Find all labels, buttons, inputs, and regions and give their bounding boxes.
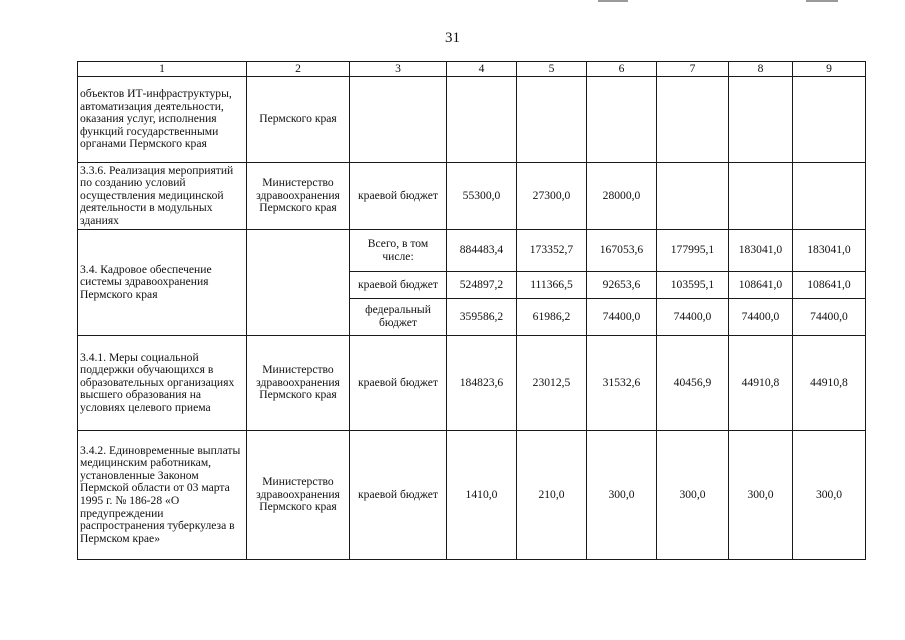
page-number: 31: [445, 30, 460, 46]
value-cell: 23012,5: [517, 336, 587, 431]
value-cell: 74400,0: [587, 299, 657, 336]
value-cell: 173352,7: [517, 230, 587, 272]
column-header: 7: [657, 62, 729, 77]
value-cell: [517, 77, 587, 163]
table-row: [78, 431, 866, 560]
executor-cell: Министерство здравоохранения Пермского края: [247, 336, 350, 431]
value-cell: 300,0: [657, 431, 729, 560]
value-cell: [729, 163, 793, 230]
source-cell: краевой бюджет: [350, 163, 447, 230]
value-cell: [587, 77, 657, 163]
source-cell: федеральный бюджет: [350, 299, 447, 336]
value-cell: 74400,0: [729, 299, 793, 336]
value-cell: 74400,0: [657, 299, 729, 336]
executor-cell: [247, 230, 350, 336]
value-cell: 31532,6: [587, 336, 657, 431]
value-cell: 300,0: [793, 431, 866, 560]
column-header: 3: [350, 62, 447, 77]
value-cell: 167053,6: [587, 230, 657, 272]
header-row: [78, 62, 866, 77]
scan-artifact-mark: [598, 0, 628, 2]
column-header: 6: [587, 62, 657, 77]
value-cell: 61986,2: [517, 299, 587, 336]
source-cell: Всего, в том числе:: [350, 230, 447, 272]
value-cell: 300,0: [729, 431, 793, 560]
activity-name-cell: объектов ИТ-инфраструктуры, автоматизация деятельности, оказания услуг, исполнения функций государственными органами Пермского края: [78, 77, 247, 163]
column-header: 4: [447, 62, 517, 77]
column-header: 9: [793, 62, 866, 77]
value-cell: [657, 163, 729, 230]
budget-table: [77, 61, 866, 560]
value-cell: [657, 77, 729, 163]
column-header: 5: [517, 62, 587, 77]
value-cell: 103595,1: [657, 272, 729, 299]
value-cell: 111366,5: [517, 272, 587, 299]
value-cell: 359586,2: [447, 299, 517, 336]
value-cell: 524897,2: [447, 272, 517, 299]
table-row: [78, 230, 866, 272]
value-cell: 92653,6: [587, 272, 657, 299]
table-row: [78, 336, 866, 431]
value-cell: 44910,8: [793, 336, 866, 431]
source-cell: краевой бюджет: [350, 336, 447, 431]
value-cell: 74400,0: [793, 299, 866, 336]
column-header: 1: [78, 62, 247, 77]
value-cell: [793, 163, 866, 230]
value-cell: 184823,6: [447, 336, 517, 431]
value-cell: 183041,0: [729, 230, 793, 272]
value-cell: 177995,1: [657, 230, 729, 272]
value-cell: 27300,0: [517, 163, 587, 230]
executor-cell: Министерство здравоохранения Пермского края: [247, 163, 350, 230]
value-cell: 183041,0: [793, 230, 866, 272]
activity-name-cell: 3.4. Кадровое обеспечение системы здравоохранения Пермского края: [78, 230, 247, 336]
value-cell: 300,0: [587, 431, 657, 560]
activity-name-cell: 3.4.2. Единовременные выплаты медицинским работникам, установленные Законом Пермской области от 03 марта 1995 г. № 186-28 «О предупреждении распространения туберкулеза в Пермском крае»: [78, 431, 247, 560]
value-cell: 55300,0: [447, 163, 517, 230]
value-cell: [729, 77, 793, 163]
value-cell: 108641,0: [793, 272, 866, 299]
column-header: 8: [729, 62, 793, 77]
scan-artifact-mark: [806, 0, 838, 2]
value-cell: 1410,0: [447, 431, 517, 560]
source-cell: краевой бюджет: [350, 272, 447, 299]
table-row: [78, 163, 866, 230]
table-row: [78, 77, 866, 163]
column-header: 2: [247, 62, 350, 77]
value-cell: 884483,4: [447, 230, 517, 272]
value-cell: [447, 77, 517, 163]
executor-cell: Министерство здравоохранения Пермского края: [247, 431, 350, 560]
value-cell: 40456,9: [657, 336, 729, 431]
source-cell: [350, 77, 447, 163]
activity-name-cell: 3.3.6. Реализация мероприятий по созданию условий осуществления медицинской деятельности в модульных зданиях: [78, 163, 247, 230]
source-cell: краевой бюджет: [350, 431, 447, 560]
executor-cell: Пермского края: [247, 77, 350, 163]
value-cell: 28000,0: [587, 163, 657, 230]
activity-name-cell: 3.4.1. Меры социальной поддержки обучающихся в образовательных организациях высшего образования на условиях целевого приема: [78, 336, 247, 431]
value-cell: [793, 77, 866, 163]
value-cell: 210,0: [517, 431, 587, 560]
value-cell: 108641,0: [729, 272, 793, 299]
value-cell: 44910,8: [729, 336, 793, 431]
